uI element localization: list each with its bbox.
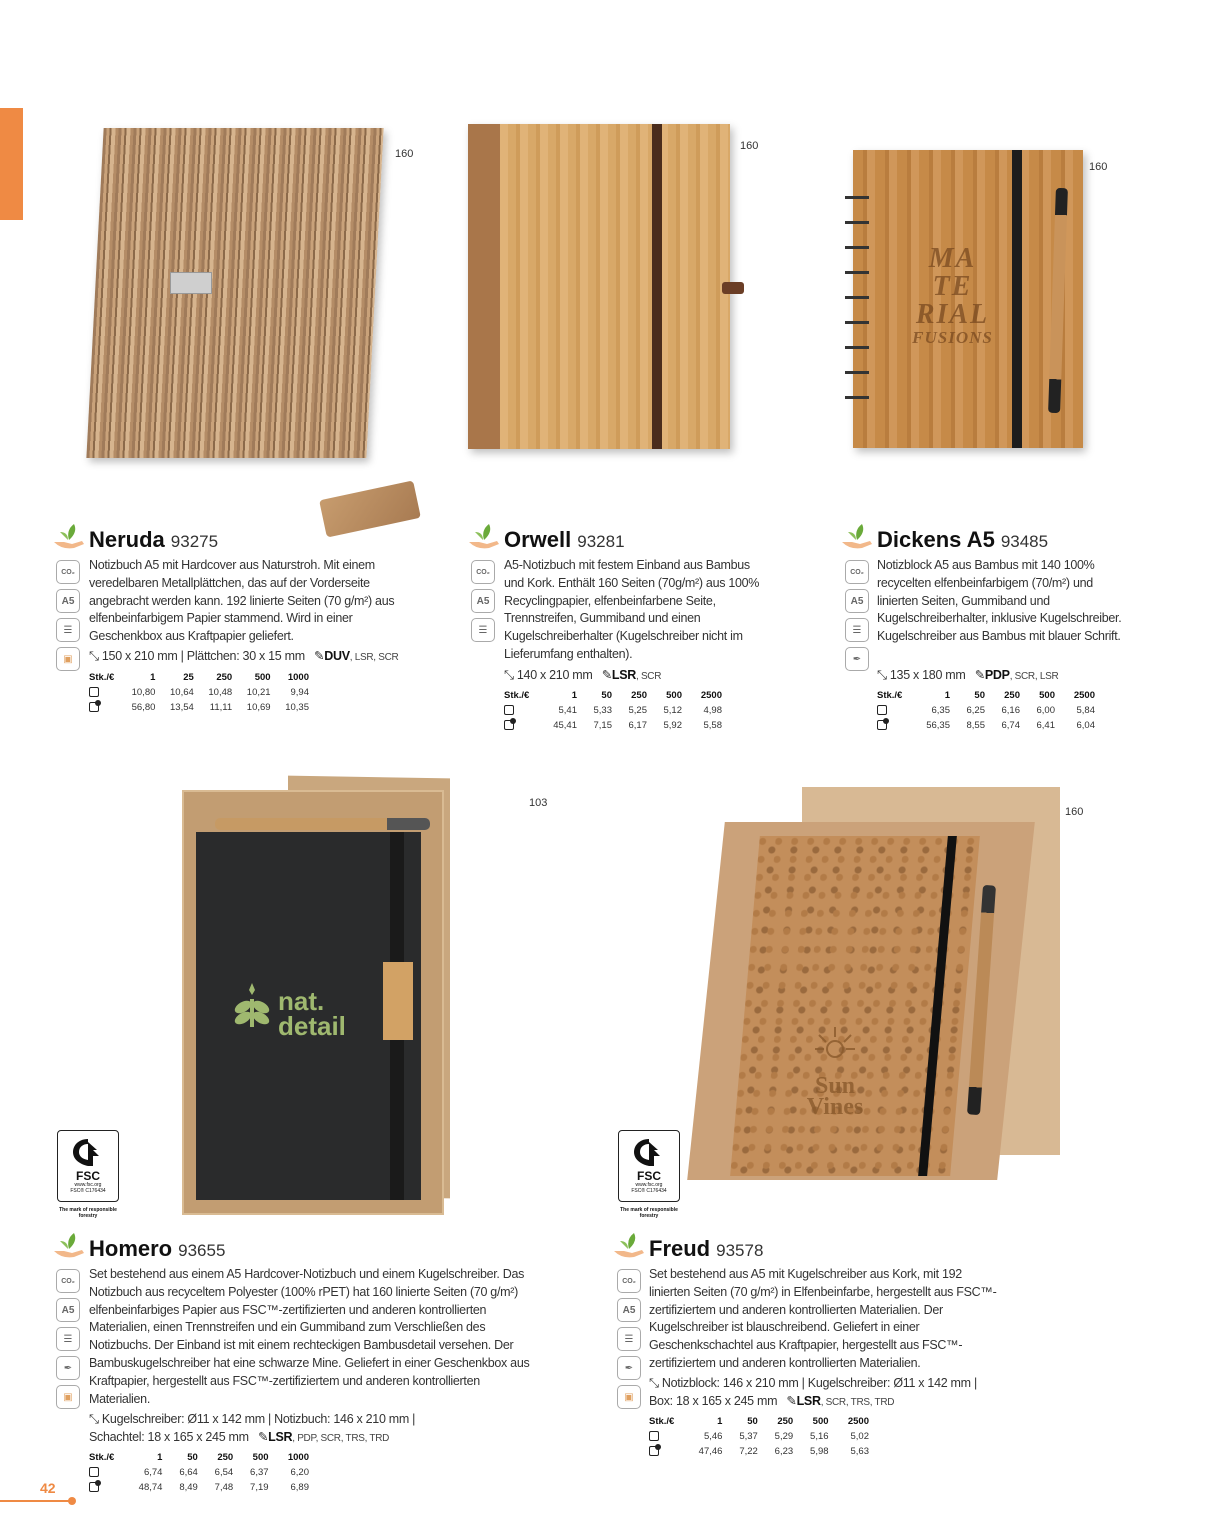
eco-hand-leaf-icon — [840, 522, 874, 552]
orwell-pen-loop — [722, 282, 744, 294]
homero-pen — [215, 818, 430, 830]
eco-hand-leaf-icon — [612, 1231, 646, 1261]
paper-icon: ☰ — [617, 1327, 641, 1351]
neruda-gift-box-photo — [319, 480, 421, 537]
neruda-metal-plate — [170, 272, 212, 294]
price-row-marked: 47,46 7,22 6,23 5,98 5,63 — [649, 1444, 869, 1459]
leaf-logo-icon — [232, 981, 272, 1029]
page-number: 42 — [40, 1480, 56, 1496]
section-tab — [0, 108, 23, 220]
feature-icons — [56, 560, 82, 676]
co2-icon: CO₂ — [617, 1269, 641, 1293]
with-print-icon — [89, 1482, 99, 1492]
eco-hand-leaf-icon — [52, 522, 86, 552]
eco-hand-leaf-icon — [467, 522, 501, 552]
dickens-cover-logo: MA TE RIAL FUSIONS — [912, 243, 993, 347]
product-description: Set bestehend aus A5 mit Kugelschreiber aus Kork, mit 192 linierten Seiten (70 g/m²) in Elfenbeinfarbe, hergestellt aus FSC™-zertifiziertem und anderen kontrollierten Materialien. Der Kugelschreiber ist blauschreibend. Geliefert in einer Geschenkschachtel aus Kraftpapier, hergestellt aus FSC™-zertifiziertem und anderen kontrollierten Materialien. — [649, 1267, 997, 1370]
dickens-elastic-band — [1012, 150, 1022, 448]
neruda-notebook-photo — [86, 128, 383, 458]
product-title: Orwell 93281 — [504, 527, 625, 552]
dimensions-icon: ⤡ — [89, 1412, 99, 1426]
page-number-dot — [68, 1497, 76, 1505]
price-table: Stk./€ 1 50 250 500 2500 5,41 5,33 5,25 5,12 4,98 45,41 7,15 6,17 5,92 5,58 — [504, 690, 722, 731]
product-description: A5-Notizbuch mit festem Einband aus Bambus und Kork. Enthält 160 Seiten (70g/m²) aus 100% Recyclingpapier, elfenbeinfarbene Seite, Trennstreifen, Gummiband und einen Kugelschreiberhalter (Kugelschreiber nicht im Lieferumfang enthalten). — [504, 558, 760, 661]
price-row-marked: 48,74 8,49 7,48 7,19 6,89 — [89, 1480, 309, 1495]
with-print-icon — [649, 1446, 659, 1456]
price-table: Stk./€ 1 50 250 500 2500 6,35 6,25 6,16 6,00 5,84 56,35 8,55 6,74 6,41 6,04 — [877, 690, 1095, 731]
fsc-logo: FSC www.fsc.org FSC® C176434 — [618, 1130, 680, 1202]
pen-icon: ✒ — [845, 647, 869, 671]
no-print-icon — [89, 1467, 99, 1477]
product-title: Dickens A5 93485 — [877, 527, 1049, 552]
price-row-plain: 5,46 5,37 5,29 5,16 5,02 — [649, 1429, 869, 1444]
feature-icons — [845, 560, 871, 676]
marking-icon: ✎ — [314, 649, 325, 663]
neruda-qty-label: 160 — [395, 148, 414, 160]
price-table: Stk./€ 1 25 250 500 1000 10,80 10,64 10,48 10,21 9,94 56,80 13,54 11,11 10,69 10,35 — [89, 672, 309, 713]
orwell-notebook-photo — [468, 124, 730, 449]
price-row-plain: 5,41 5,33 5,25 5,12 4,98 — [504, 703, 722, 718]
marking-icon: ✎ — [601, 668, 612, 682]
fsc-logo: FSC www.fsc.org FSC® C176434 — [57, 1130, 119, 1202]
paper-icon: ☰ — [56, 1327, 80, 1351]
product-title: Homero 93655 — [89, 1236, 226, 1261]
a5-icon: A5 — [471, 589, 495, 613]
product-description: Set bestehend aus einem A5 Hardcover-Notizbuch und einem Kugelschreiber. Das Notizbuch aus recyceltem Polyester (100% rPET) hat 160 linierte Seiten (70 g/m²) elfenbeinfarbiges Papier aus FSC™-zertifizierten und anderen kontrollierten Materialien, einen Trennstreifen und ein Gummiband zum Verschließen des Notizbuchs. Der Einband ist mit einem rechteckigen Bambusdetail versehen. Der Bambuskugelschreiber hat eine schwarze Mine. Geliefert in einer Geschenkbox aus Kraftpapier, hergestellt aus FSC™-zertifiziertem und anderen kontrollierten Materialien. — [89, 1267, 530, 1406]
no-print-icon — [877, 705, 887, 715]
price-row-plain: 6,35 6,25 6,16 6,00 5,84 — [877, 703, 1095, 718]
co2-icon: CO₂ — [56, 560, 80, 584]
marking-icon: ✎ — [974, 668, 985, 682]
a5-icon: A5 — [56, 1298, 80, 1322]
feature-icons — [471, 560, 497, 647]
homero-qty-label: 103 — [529, 797, 548, 809]
feature-icons — [617, 1269, 643, 1414]
dimensions-icon: ⤡ — [649, 1376, 659, 1390]
price-row-plain: 6,74 6,64 6,54 6,37 6,20 — [89, 1465, 309, 1480]
gift-box-icon: ▣ — [56, 1385, 80, 1409]
marking-icon: ✎ — [786, 1393, 797, 1408]
homero-bamboo-detail — [383, 962, 413, 1040]
sun-icon — [813, 1025, 857, 1069]
paper-icon: ☰ — [471, 618, 495, 642]
product-dimensions: ⤡ 135 x 180 mm ✎PDP, SCR, LSR — [877, 668, 1059, 682]
page-number-line — [0, 1500, 72, 1502]
fsc-caption: The mark of responsible forestry — [59, 1207, 117, 1219]
product-description: Notizblock A5 aus Bambus mit 140 100% recycelten elfenbeinfarbigem (70/m²) und linierten Seiten, Gummiband und Kugelschreiberhalter, inklusive Kugelschreiber. Kugelschreiber aus Bambus mit blauer Schrift. — [877, 558, 1122, 644]
a5-icon: A5 — [845, 589, 869, 613]
with-print-icon — [89, 702, 99, 712]
freud-cover-logo: Sun Vines — [790, 1025, 880, 1119]
co2-icon: CO₂ — [471, 560, 495, 584]
orwell-cork-spine — [468, 124, 500, 449]
a5-icon: A5 — [617, 1298, 641, 1322]
dimensions-icon: ⤡ — [89, 649, 99, 663]
no-print-icon — [649, 1431, 659, 1441]
no-print-icon — [89, 687, 99, 697]
product-title: Freud 93578 — [649, 1236, 764, 1261]
price-row-marked: 56,35 8,55 6,74 6,41 6,04 — [877, 718, 1095, 733]
product-dimensions: ⤡ 150 x 210 mm | Plättchen: 30 x 15 mm ✎DUV, LSR, SCR — [89, 649, 399, 663]
product-title: Neruda 93275 — [89, 527, 219, 552]
freud-qty-label: 160 — [1065, 806, 1084, 818]
product-dimensions: ⤡ Kugelschreiber: Ø11 x 142 mm | Notizbuch: 146 x 210 mm | Schachtel: 18 x 165 x 245 mm ✎LSR, PDP, SCR, TRS, TRD — [89, 1412, 416, 1444]
co2-icon: CO₂ — [845, 560, 869, 584]
co2-icon: CO₂ — [56, 1269, 80, 1293]
dickens-qty-label: 160 — [1089, 161, 1108, 173]
price-row-plain: 10,80 10,64 10,48 10,21 9,94 — [89, 685, 309, 700]
orwell-qty-label: 160 — [740, 140, 759, 152]
pen-icon: ✒ — [617, 1356, 641, 1380]
pen-icon: ✒ — [56, 1356, 80, 1380]
with-print-icon — [504, 720, 514, 730]
dickens-spiral-binding — [845, 180, 869, 410]
price-row-marked: 56,80 13,54 11,11 10,69 10,35 — [89, 700, 309, 715]
gift-box-icon: ▣ — [617, 1385, 641, 1409]
product-dimensions: ⤡ Notizblock: 146 x 210 mm | Kugelschreiber: Ø11 x 142 mm | Box: 18 x 165 x 245 mm ✎LSR, SCR, TRS, TRD — [649, 1376, 977, 1408]
a5-icon: A5 — [56, 589, 80, 613]
eco-hand-leaf-icon — [52, 1231, 86, 1261]
fsc-tree-icon — [69, 1136, 107, 1170]
gift-box-icon: ▣ — [56, 647, 80, 671]
product-dimensions: ⤡ 140 x 210 mm ✎LSR, SCR — [504, 668, 662, 682]
price-table: Stk./€ 1 50 250 500 1000 6,74 6,64 6,54 6,37 6,20 48,74 8,49 7,48 7,19 6,89 — [89, 1452, 309, 1493]
with-print-icon — [877, 720, 887, 730]
product-description: Notizbuch A5 mit Hardcover aus Naturstroh. Mit einem veredelbaren Metallplättchen, das auf der Vorderseite angebracht werden kann. 192 linierte Seiten (70 g/m²) aus elfenbeinfarbigem Papier stammend. Wird in einer Geschenkbox aus Kraftpapier geliefert. — [89, 558, 395, 644]
paper-icon: ☰ — [845, 618, 869, 642]
feature-icons — [56, 1269, 82, 1414]
price-row-marked: 45,41 7,15 6,17 5,92 5,58 — [504, 718, 722, 733]
marking-icon: ✎ — [257, 1429, 269, 1444]
no-print-icon — [504, 705, 514, 715]
fsc-tree-icon — [630, 1136, 668, 1170]
orwell-elastic-band — [652, 124, 662, 449]
paper-icon: ☰ — [56, 618, 80, 642]
dimensions-icon: ⤡ — [877, 668, 887, 682]
fsc-caption: The mark of responsible forestry — [620, 1207, 678, 1219]
price-table: Stk./€ 1 50 250 500 2500 5,46 5,37 5,29 5,16 5,02 47,46 7,22 6,23 5,98 5,63 — [649, 1416, 869, 1457]
dimensions-icon: ⤡ — [504, 668, 514, 682]
